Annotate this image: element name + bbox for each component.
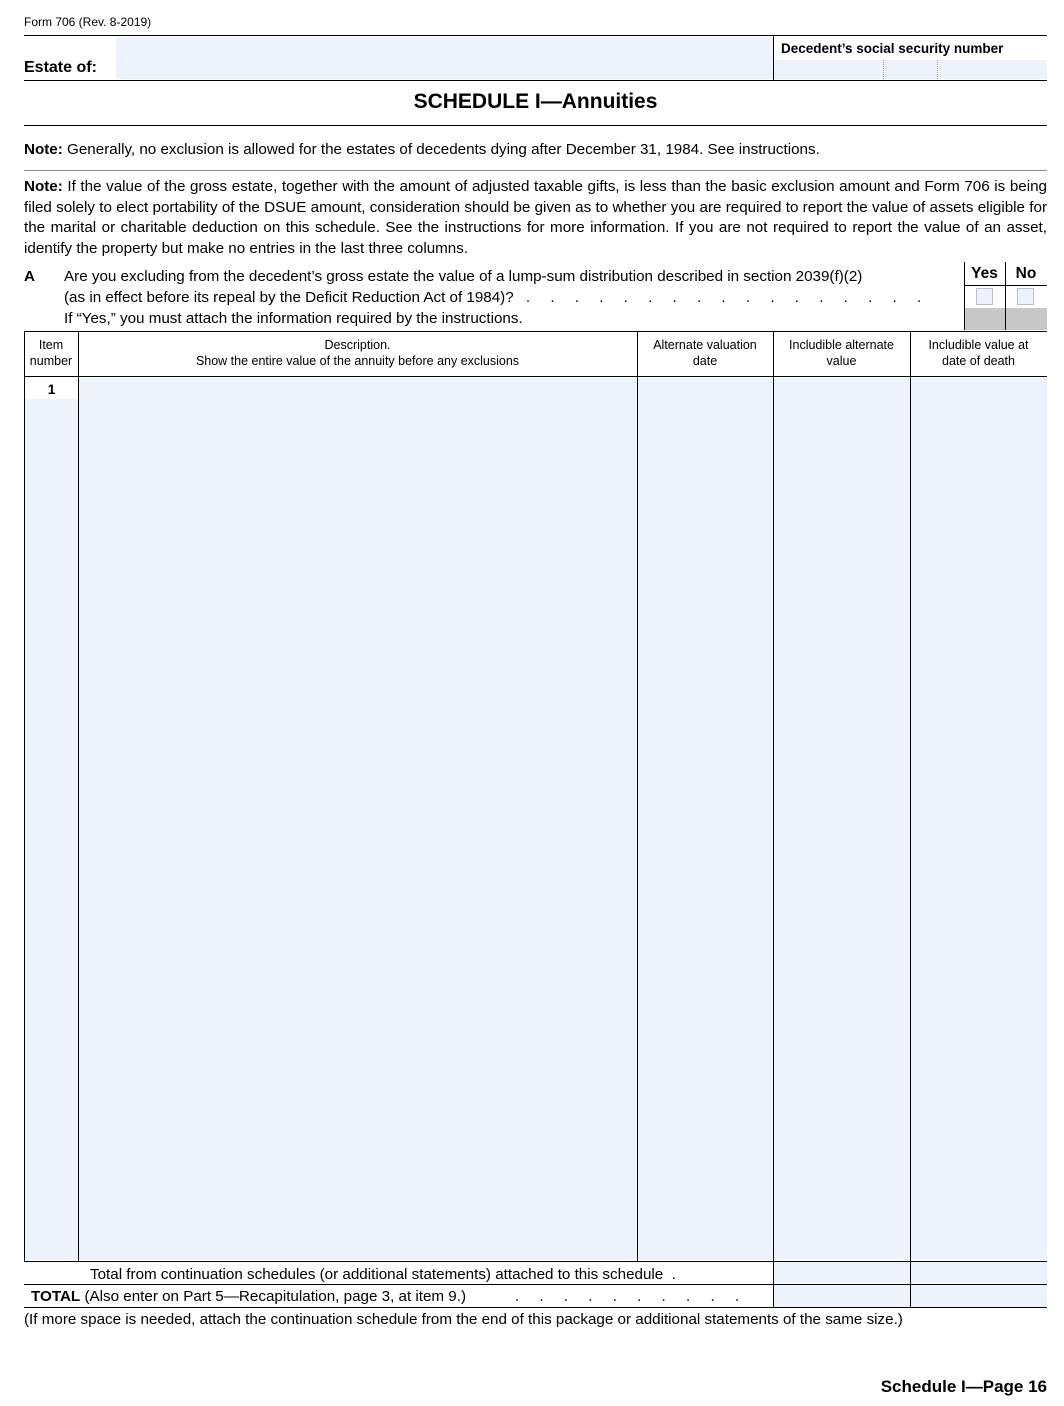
ssn-separator-2 [937, 60, 938, 79]
header-desc-line2: Show the entire value of the annuity before any exclusions [195, 353, 520, 368]
note-1-text: Generally, no exclusion is allowed for the estates of decedents dying after December 31, 1984. See instructions. [67, 141, 820, 158]
continuation-alt-value-field[interactable] [774, 1262, 910, 1283]
continuation-leader: . [663, 1266, 676, 1283]
note-1-label: Note: [24, 141, 63, 158]
header-death-value-line1: Includible value at [928, 338, 1029, 352]
header-description [78, 338, 637, 369]
header-includible-alternate-value [773, 338, 910, 369]
continuation-death-value-field[interactable] [911, 1262, 1047, 1283]
note-rule [24, 170, 1047, 171]
ssn-field[interactable] [774, 60, 1047, 79]
item-number-1: 1 [47, 381, 56, 397]
estate-label: Estate of: [24, 59, 97, 76]
yesno-shaded-divider [1005, 308, 1006, 330]
note-2-text: If the value of the gross estate, together with the amount of adjusted taxable gifts, is less than the basic exclusion amount and Form 706 is being filed solely to elect portability of the DSUE amount, consideration should be given as to whether you are required to report the value of assets eligible for the marital or charitable deduction on this schedule. See the instructions for more information. If you are not required to report the value of an asset, identify the property but make no entries in the last three columns. [24, 178, 1047, 257]
header-alt-date-line1: Alternate valuation [653, 338, 757, 352]
table-header-rule [24, 376, 1047, 377]
continuation-instructions: (If more space is needed, attach the continuation schedule from the end of this package or additional statements of the same size.) [24, 1311, 903, 1328]
note-2-label: Note: [24, 178, 63, 195]
ssn-separator-1 [883, 60, 884, 79]
header-desc-line1: Description. [324, 338, 391, 352]
yes-label: Yes [971, 265, 998, 282]
header-death-value-line2: date of death [942, 353, 1015, 368]
header-alternate-valuation-date [637, 338, 773, 369]
schedule-title: SCHEDULE I—Annuities [413, 90, 658, 113]
question-a-line2-text: (as in effect before its repeal by the Deficit Reduction Act of 1984)? [64, 289, 514, 306]
page-footer: Schedule I—Page 16 [880, 1377, 1047, 1396]
header-top-rule [24, 35, 1047, 36]
total-death-value-field[interactable] [911, 1285, 1047, 1307]
total-row-label [31, 1288, 747, 1305]
header-item-number [24, 338, 78, 369]
no-label: No [1015, 265, 1037, 282]
question-a-line2 [64, 289, 929, 306]
yesno-shaded-cell [965, 308, 1047, 330]
table-bottom-rule [24, 1307, 1047, 1308]
question-a-letter: A [24, 268, 35, 285]
item-number-field[interactable] [25, 399, 78, 1260]
includible-value-death-field[interactable] [911, 378, 1047, 1260]
note-2 [24, 177, 1047, 259]
description-field[interactable] [79, 378, 637, 1260]
note-1 [24, 141, 1047, 158]
header-includible-value-death [910, 338, 1047, 369]
total-text: (Also enter on Part 5—Recapitulation, page 3, at item 9.) [84, 1288, 467, 1305]
ssn-label: Decedent’s social security number [781, 41, 1004, 56]
table-top-border [24, 331, 1047, 332]
header-alt-value-line2: value [826, 353, 857, 368]
total-label: TOTAL [31, 1288, 81, 1305]
form-id: Form 706 (Rev. 8-2019) [24, 15, 152, 29]
no-checkbox[interactable] [1017, 288, 1034, 305]
header-alt-value-line1: Includible alternate [789, 338, 894, 352]
total-leader: . . . . . . . . . . [466, 1288, 748, 1305]
title-rule [24, 125, 1047, 126]
yesno-header-rule [964, 285, 1047, 286]
estate-name-field[interactable] [116, 37, 773, 79]
yes-checkbox[interactable] [976, 288, 993, 305]
annuities-table [24, 331, 1047, 1308]
header-alt-date-line2: date [692, 353, 718, 368]
includible-alternate-value-field[interactable] [774, 378, 910, 1260]
total-alt-value-field[interactable] [774, 1285, 910, 1307]
question-a-line1: Are you excluding from the decedent’s gross estate the value of a lump-sum distribution described in section 2039(f)(2) [64, 268, 863, 285]
continuation-row-label [90, 1266, 676, 1283]
header-item-line2: number [29, 353, 73, 368]
question-a-line3: If “Yes,” you must attach the information required by the instructions. [64, 310, 523, 327]
alternate-valuation-date-field[interactable] [638, 378, 773, 1260]
continuation-text: Total from continuation schedules (or additional statements) attached to this schedule [90, 1266, 664, 1283]
question-a-leader: . . . . . . . . . . . . . . . . . [513, 289, 930, 306]
header-bottom-rule [24, 80, 1047, 81]
header-item-line1: Item [38, 338, 64, 352]
